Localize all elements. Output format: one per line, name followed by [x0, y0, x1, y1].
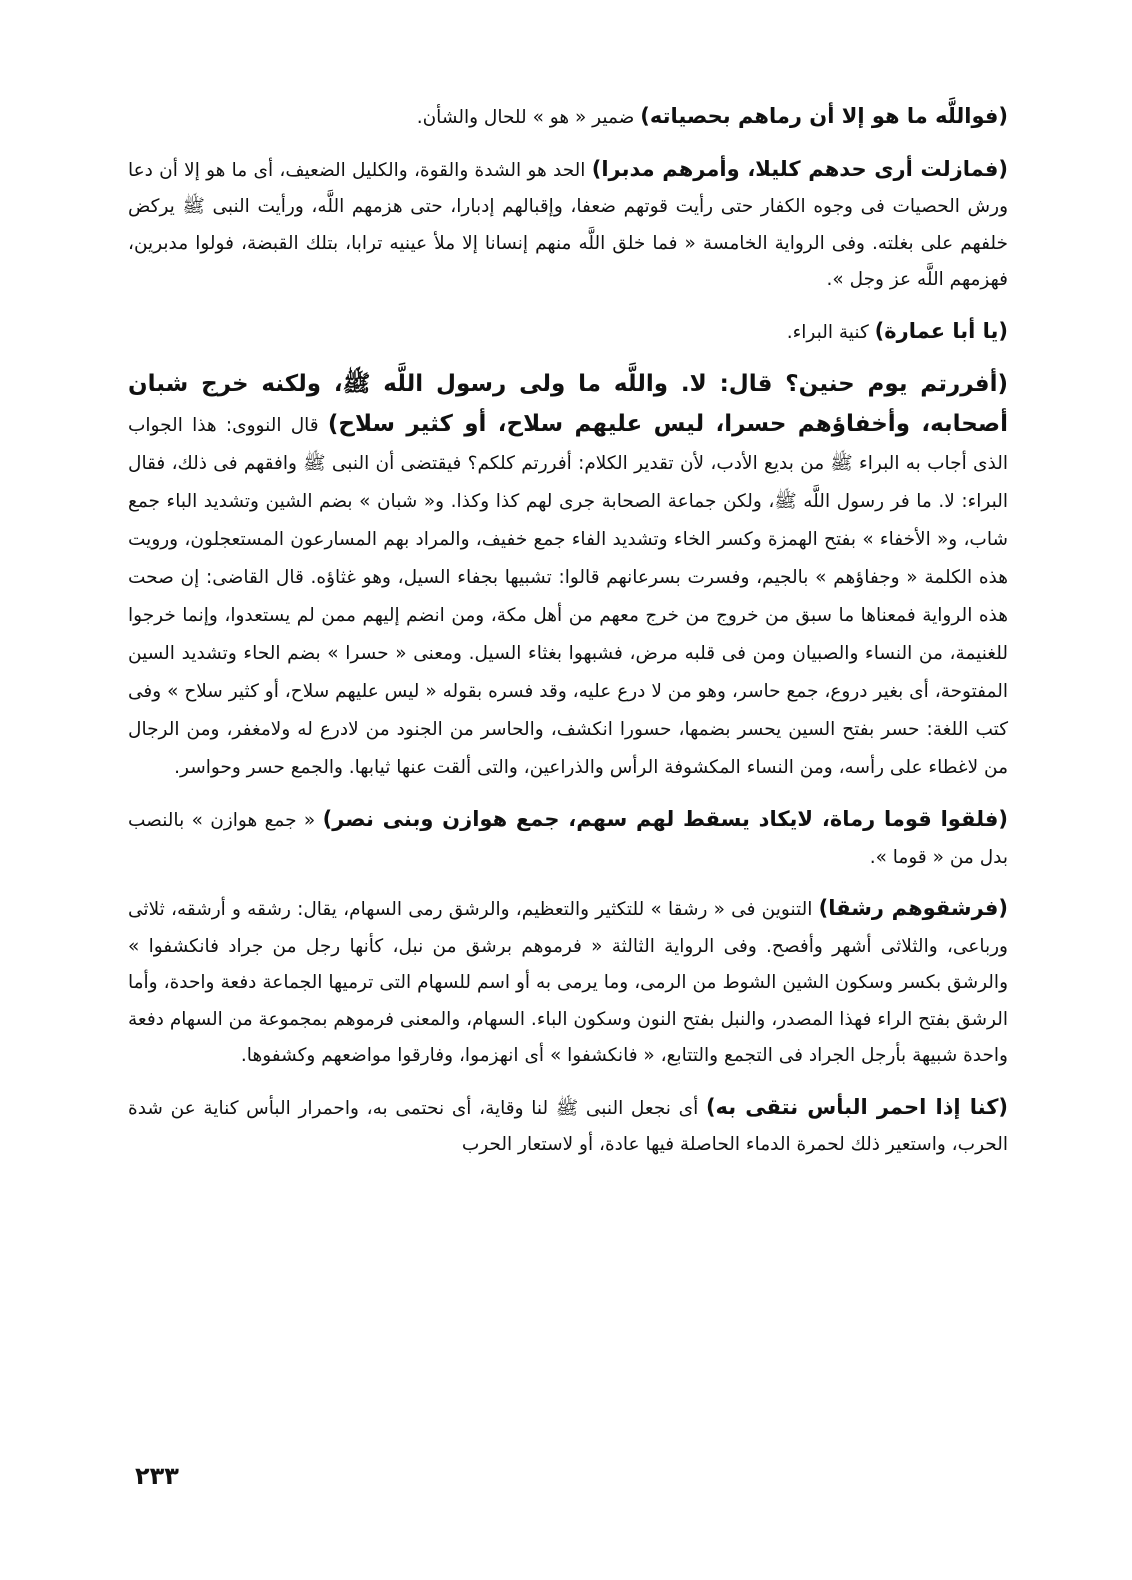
paragraph-1: [128, 98, 1008, 137]
quoted-heading: (فواللَّه ما هو إلا أن رماهم بحصياته): [640, 104, 1008, 128]
commentary-text: الحد هو الشدة والقوة، والكليل الضعيف، أى ما هو إلا أن دعا ورش الحصيات فى وجوه الكفار حتى رأيت قوتهم ضعفا، وإقبالهم إدبارا، حتى هزمهم اللَّه، ورأيت النبى ﷺ يركض خلفهم على بغلته. وفى الرواية الخامسة « فما خلق اللَّه منهم إنسانا إلا ملأ عينيه ترابا، بتلك القبضة، فولوا مدبرين، فهزمهم اللَّه عز وجل ».: [128, 159, 1008, 290]
quoted-heading: (فمازلت أرى حدهم كليلا، وأمرهم مدبرا): [591, 156, 1009, 181]
quoted-heading: (يا أبا عمارة): [874, 318, 1008, 343]
commentary-text: كنية البراء.: [786, 321, 875, 343]
paragraph-2: [128, 151, 1008, 299]
paragraph-4: [128, 365, 1008, 787]
commentary-text: أى نجعل النبى ﷺ لنا وقاية، أى نحتمى به، واحمرار البأس كناية عن شدة الحرب، واستعير ذلك لحمرة الدماء الحاصلة فيها عادة، أو لاستعار الحرب: [128, 1097, 1008, 1155]
commentary-text: التنوين فى « رشقا » للتكثير والتعظيم، والرشق رمى السهام، يقال: رشقه و أرشقه، ثلاثى ورباعى، والثلاثى أشهر وأفصح. وفى الرواية الثالثة « فرموهم برشق من نبل، كأنها رجل من جراد فانكشفوا » والرشق بكسر وسكون الشين الشوط من الرمى، وما يرمى به أو اسم للسهام التى ترميها الجماعة دفعة واحدة، وأما الرشق بفتح الراء فهذا المصدر، والنبل بفتح النون وسكون الباء. السهام، والمعنى فرموهم بمجموعة من السهام دفعة واحدة شبيهة بأرجل الجراد فى التجمع والتتابع، « فانكشفوا » أى انهزموا، وفارقوا مواضعهم وكشفوها.: [128, 899, 1008, 1066]
quoted-heading: (أفررتم يوم حنين؟ قال: لا. واللَّه ما ولى رسول اللَّه ﷺ، ولكنه خرج شبان أصحابه، وأخفاؤهم حسرا، ليس عليهم سلاح، أو كثير سلاح): [128, 371, 1008, 437]
commentary-text: قال النووى: هذا الجواب الذى أجاب به البراء ﷺ من بديع الأدب، لأن تقدير الكلام: أفررتم كلكم؟ فيقتضى أن النبى ﷺ وافقهم فى ذلك، فقال البراء: لا. ما فر رسول اللَّه ﷺ، ولكن جماعة الصحابة جرى لهم كذا وكذا. و« شبان » بضم الشين وتشديد الباء جمع شاب، و« الأخفاء » بفتح الهمزة وكسر الخاء وتشديد الفاء جمع خفيف، والمراد بهم المسارعون المستعجلون، ورويت هذه الكلمة « وجفاؤهم » بالجيم، وفسرت بسرعانهم قالوا: تشبيها بجفاء السيل، وهو غثاؤه. قال القاضى: إن صحت هذه الرواية فمعناها ما سبق من خروج من خرج معهم من أهل مكة، ومن انضم إليهم ممن لم يستعدوا، وإنما خرجوا للغنيمة، من النساء والصبيان ومن فى قلبه مرض، فشبهوا بغثاء السيل. ومعنى « حسرا » بضم الحاء وتشديد السين المفتوحة، أى بغير دروع، جمع حاسر، وهو من لا درع عليه، وقد فسره بقوله « ليس عليهم سلاح، أو كثير سلاح » وفى كتب اللغة: حسر بفتح السين يحسر بضمها، حسورا انكشف، والحاسر من الجنود من لادرع له ولامغفر، ومن الرجال من لاغطاء على رأسه، ومن النساء المكشوفة الرأس والذراعين، والتى ألقت عنها ثيابها. والجمع حسر وحواسر.: [128, 415, 1008, 778]
commentary-text: « جمع هوازن » بالنصب بدل من « قوما ».: [128, 810, 1008, 868]
paragraph-3: [128, 313, 1008, 352]
paragraph-6: [128, 890, 1008, 1075]
quoted-heading: (كنا إذا احمر البأس نتقى به): [705, 1094, 1009, 1119]
paragraph-5: [128, 801, 1008, 876]
quoted-heading: (فلقوا قوما رماة، لايكاد يسقط لهم سهم، جمع هوازن وبنى نصر): [322, 807, 1008, 831]
paragraph-7: [128, 1089, 1008, 1164]
commentary-text: ضمير « هو » للحال والشأن.: [416, 107, 641, 128]
quoted-heading: (فرشقوهم رشقا): [818, 896, 1008, 920]
document-page: [128, 98, 1008, 1164]
page-number: ٢٣٣: [135, 1462, 179, 1490]
